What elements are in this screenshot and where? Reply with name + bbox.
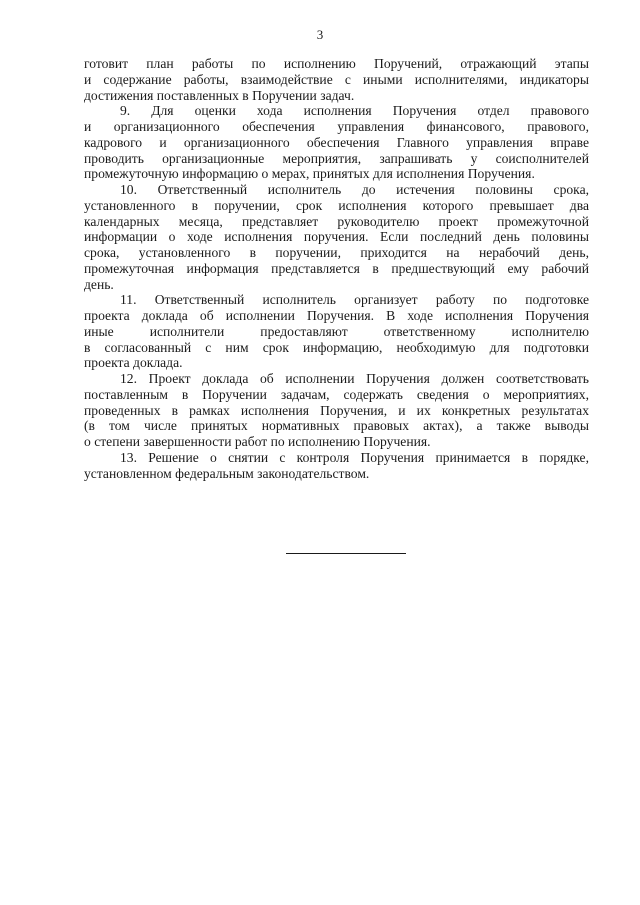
text-line: промежуточная информация представляется в предшествующий ему рабочий bbox=[84, 260, 589, 276]
paragraph-item-11 bbox=[84, 292, 589, 371]
text-line: промежуточную информацию о мерах, принятых для исполнения Поручения. bbox=[84, 166, 535, 182]
text-line: поставленным в Поручении задачам, содержать сведения о мероприятиях, bbox=[84, 386, 589, 402]
paragraph-item-10 bbox=[84, 182, 589, 292]
text-line: 13. Решение о снятии с контроля Поручения принимается в порядке, bbox=[120, 449, 589, 465]
text-line: проекта доклада. bbox=[84, 355, 183, 371]
text-line: день. bbox=[84, 276, 114, 292]
text-line: установленном федеральным законодательством. bbox=[84, 465, 370, 481]
text-line: и организационного обеспечения управления финансового, правового, bbox=[84, 119, 589, 134]
text-line: установленного в поручении, срок исполнения которого превышает два bbox=[84, 197, 589, 213]
text-line: проекта доклада об исполнении Поручения. В ходе исполнения Поручения bbox=[84, 308, 589, 323]
text-line: (в том числе принятых нормативных правовых актах), а также выводы bbox=[84, 418, 589, 434]
text-line: календарных месяца, представляет руководителю проект промежуточной bbox=[84, 213, 589, 229]
text-line: проводить организационные мероприятия, запрашивать у соисполнителей bbox=[84, 150, 589, 166]
text-line: 10. Ответственный исполнитель до истечения половины срока, bbox=[120, 182, 589, 197]
text-line: 11. Ответственный исполнитель организует работу по подготовке bbox=[120, 292, 589, 308]
text-line: 9. Для оценки хода исполнения Поручения отдел правового bbox=[120, 103, 589, 119]
paragraph-item-13 bbox=[84, 450, 589, 482]
paragraph-continuation bbox=[84, 56, 589, 103]
text-line: проведенных в рамках исполнения Поручения, и их конкретных результатах bbox=[84, 402, 589, 418]
text-line: о степени завершенности работ по исполнению Поручения. bbox=[84, 434, 431, 449]
text-line: иные исполнители предоставляют ответственному исполнителю bbox=[84, 323, 589, 339]
page-number: 3 bbox=[316, 27, 324, 42]
text-line: кадрового и организационного обеспечения Главного управления вправе bbox=[84, 134, 589, 150]
end-of-document-rule bbox=[286, 553, 406, 554]
text-line: 12. Проект доклада об исполнении Поручения должен соответствовать bbox=[120, 371, 589, 386]
text-line: и содержание работы, взаимодействие с иными исполнителями, индикаторы bbox=[84, 71, 589, 87]
text-line: готовит план работы по исполнению Поручений, отражающий этапы bbox=[84, 56, 589, 71]
text-line: достижения поставленных в Поручении задач. bbox=[84, 87, 355, 103]
paragraph-item-9 bbox=[84, 103, 589, 182]
text-line: срока, установленного в поручении, приходится на нерабочий день, bbox=[84, 245, 589, 260]
document-body bbox=[84, 56, 589, 481]
text-line: в согласованный с ним срок информацию, необходимую для подготовки bbox=[84, 339, 589, 355]
paragraph-item-12 bbox=[84, 371, 589, 450]
text-line: информации о ходе исполнения поручения. Если последний день половины bbox=[84, 229, 589, 245]
